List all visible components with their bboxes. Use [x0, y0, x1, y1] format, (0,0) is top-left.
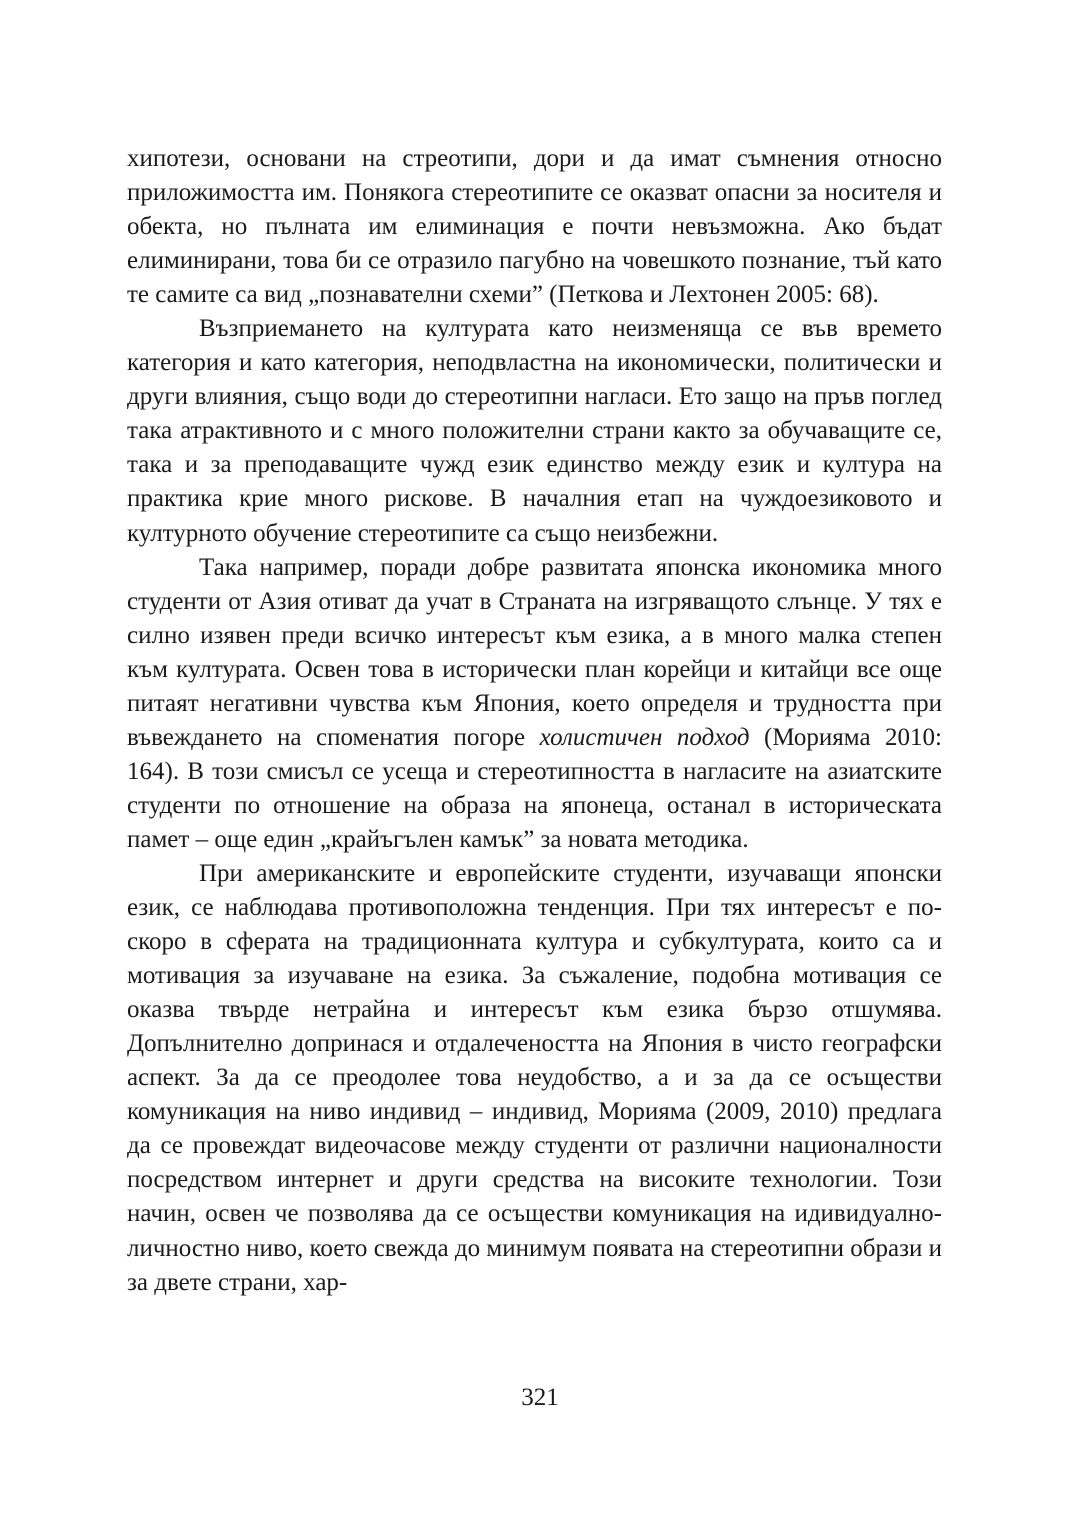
emphasis-holistic-approach: холистичен подход — [539, 723, 750, 751]
page-body — [127, 142, 942, 1300]
paragraph-2: Възприемането на културата като неизменяща се във времето категория и като категория, неподвластна на икономически, политически и други влияния, също води до стереотипни нагласи. Ето защо на пръв поглед така атрактивното и с много положителни страни както за обучаващите се, така и за преподаващите чужд език единство между език и култура на практика крие много рискове. В началния етап на чуждоезиковото и културното обучение стереотипите са също неизбежни. — [127, 315, 942, 547]
paragraph-4: При американските и европейските студенти, изучаващи японски език, се наблюдава противоположна тенденция. При тях интересът е по-скоро в сферата на традиционната култура и субкултурата, които са и мотивация за изучаване на езика. За съжаление, подобна мотивация се оказва твърде нетрайна и интересът към езика бързо отшумява. Допълнително допринася и отдалечеността на Япония в чисто географски аспект. За да се преодолее това неудобство, а и за да се осъществи комуникация на ниво индивид – индивид, Морияма (2009, 2010) предлага да се провеждат видеочасове между студенти от различни националности посредством интернет и други средства на високите технологии. Този начин, освен че позволява да се осъществи комуникация на идивидуално-личностно ниво, което свежда до минимум появата на стереотипни образи и за двете страни, хар- — [127, 859, 942, 1296]
paragraph-1: хипотези, основани на стреотипи, дори и да имат съмнения относно приложимостта им. Понякога стереотипите се оказват опасни за носителя и обекта, но пълната им елиминация е почти невъзможна. Ако бъдат елиминирани, това би се отразило пагубно на човешкото познание, тъй като те самите са вид „познавателни схеми” (Петкова и Лехтонен 2005: 68). — [127, 145, 942, 309]
paragraph-3-text-after: (Морияма 2010: 164). В този смисъл се усеща и стереотипността в нагласите на азиатските студенти по отношение на образа на японеца, останал в историческата памет – още един „крайъгълен камък” за новата методика. — [127, 723, 942, 853]
paragraph-3-text-before: Така например, поради добре развитата японска икономика много студенти от Азия отиват да учат в Страната на изгряващото слънце. У тях е силно изявен преди всичко интересът към езика, а в много малка степен към културата. Освен това в исторически план корейци и китайци все още питаят негативни чувства към Япония, което определя и трудността при въвеждането на споменатия погоре — [127, 553, 942, 751]
page-number: 321 — [521, 1384, 559, 1411]
paragraph-3 — [127, 551, 942, 857]
